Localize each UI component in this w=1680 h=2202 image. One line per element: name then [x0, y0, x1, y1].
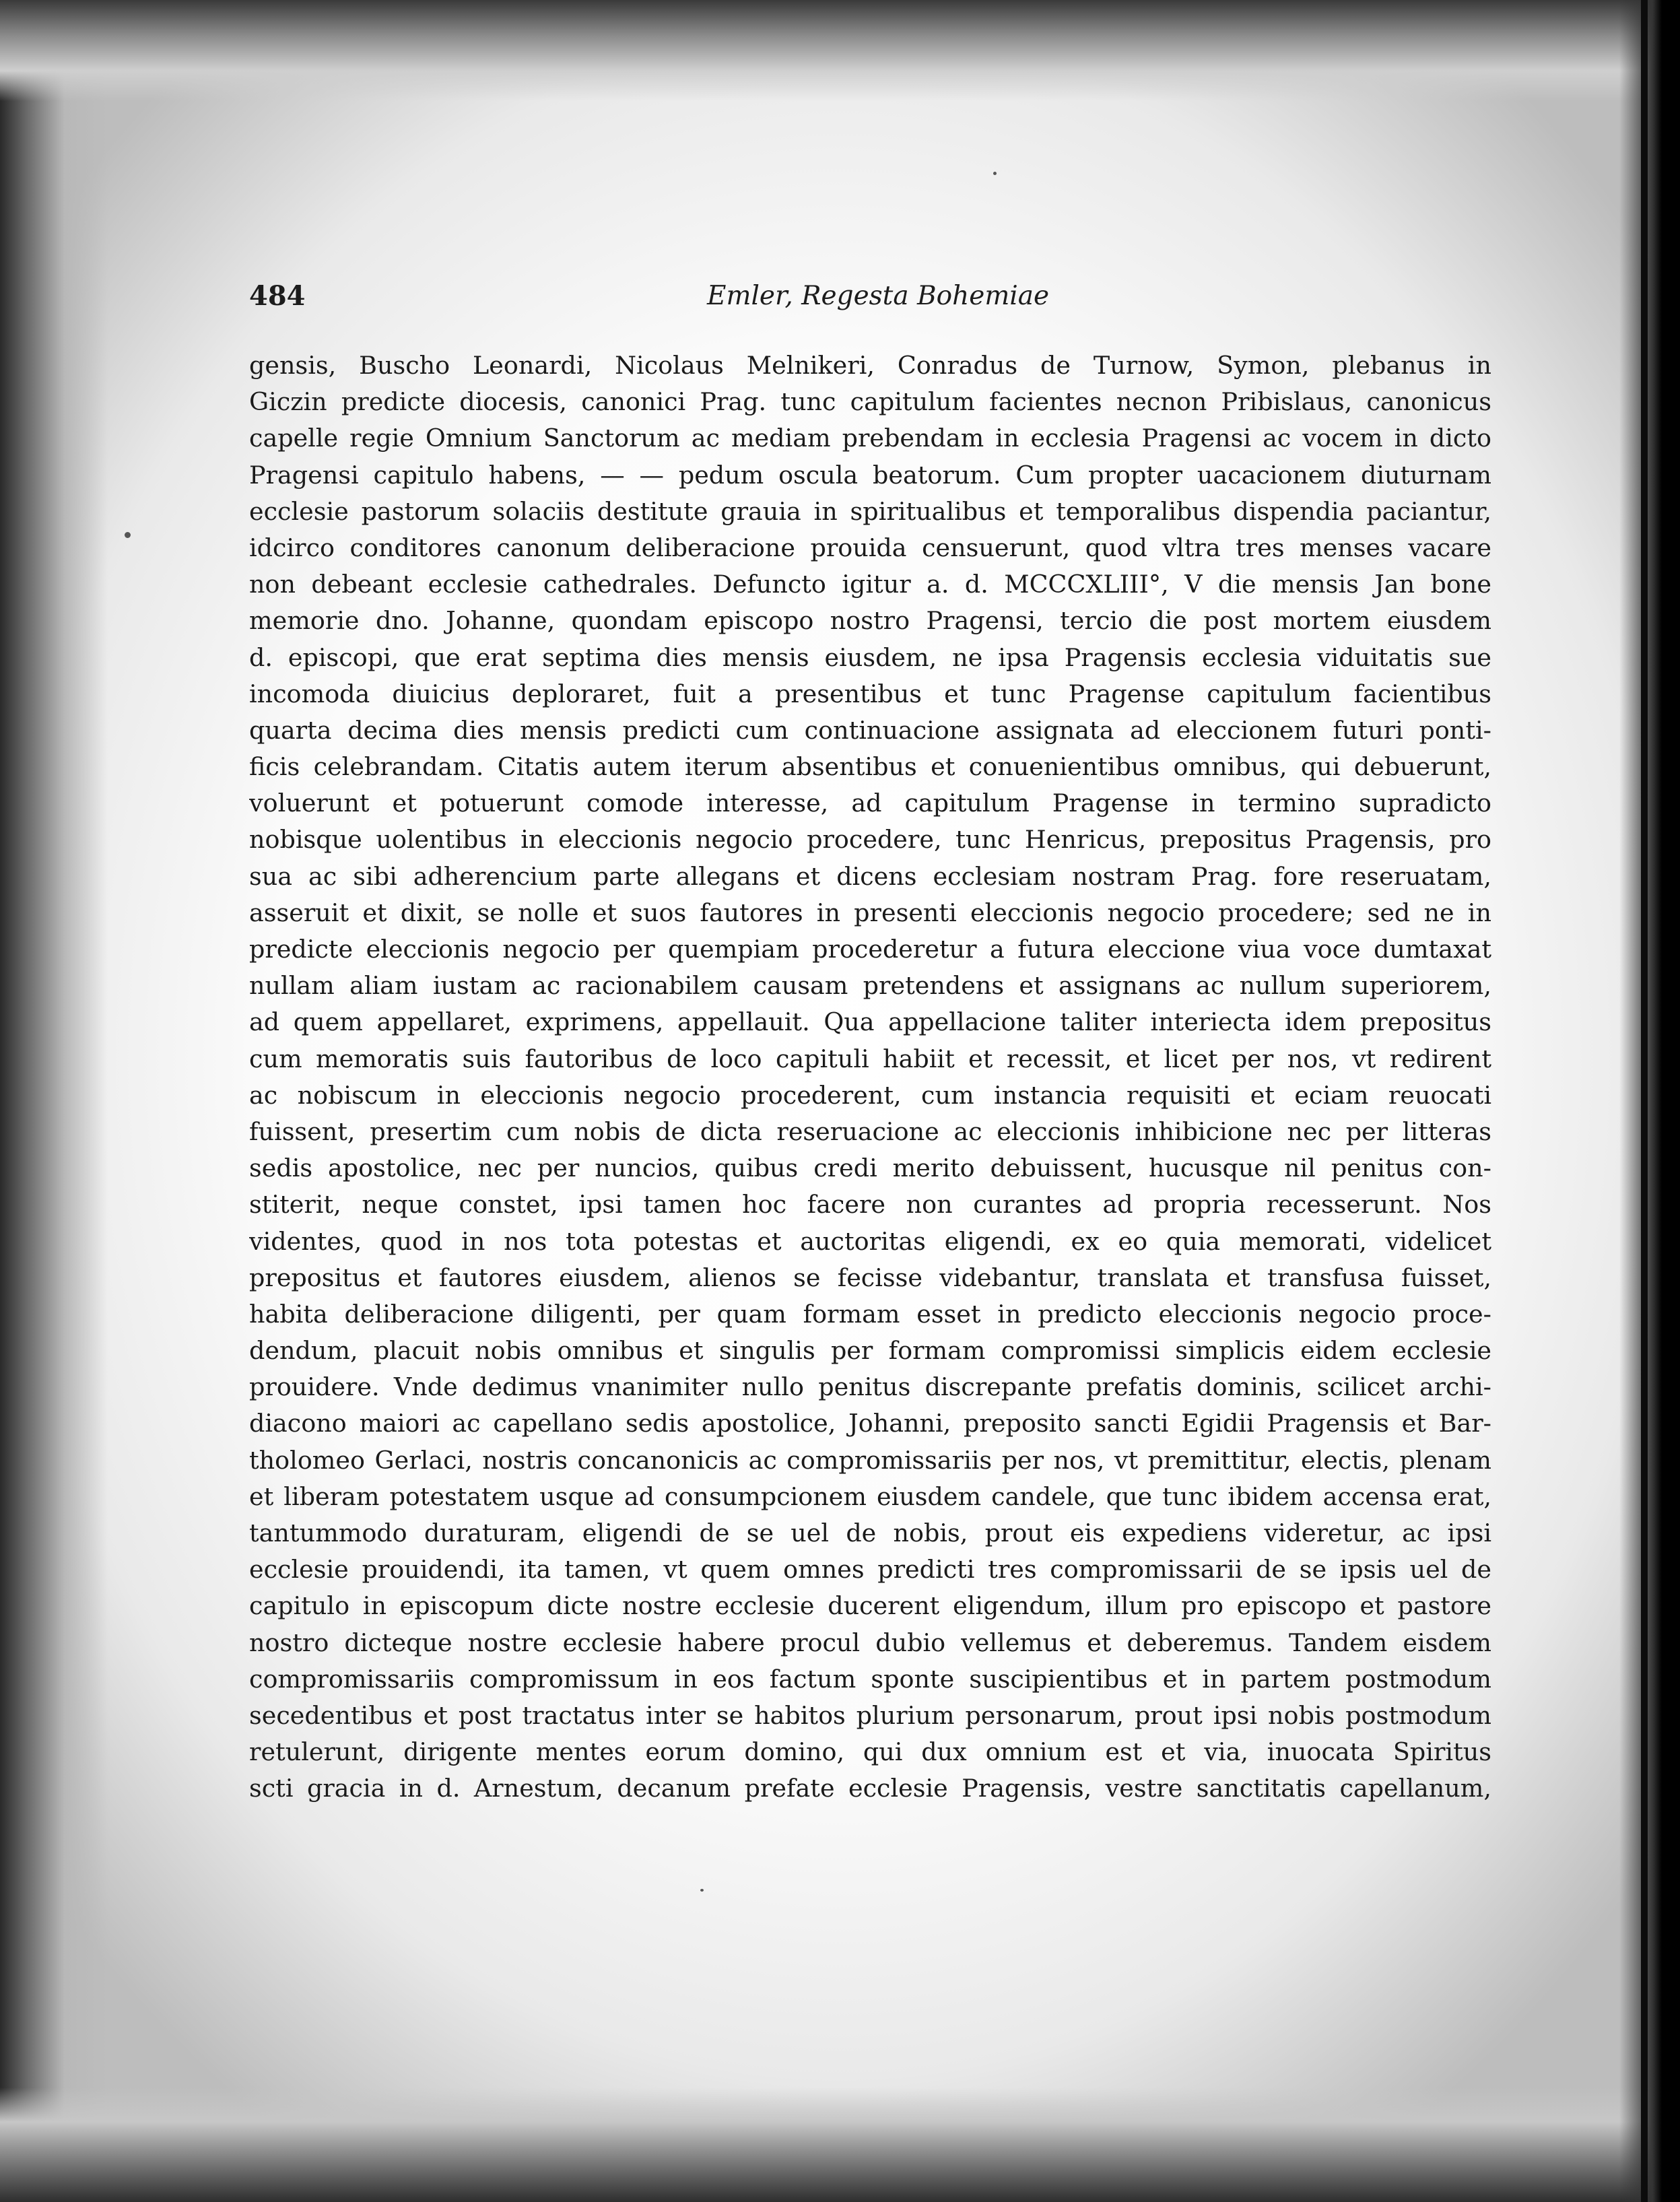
text-line: sedis apostolice, nec per nuncios, quibus credi merito debuissent, hucusque nil penitus con- [249, 1154, 1491, 1183]
page-bottom-shadow [0, 2088, 1680, 2202]
text-line: tholomeo Gerlaci, nostris concanonicis ac compromissariis per nos, vt premittitur, electis, plenam [249, 1445, 1491, 1475]
body-text [249, 347, 1491, 1807]
running-header [249, 276, 1491, 316]
text-line: prepositus et fautores eiusdem, alienos se fecisse videbantur, translata et transfusa fuisset, [249, 1263, 1491, 1292]
text-line: idcirco conditores canonum deliberacione prouida censuerunt, quod vltra tres menses vacare [249, 533, 1491, 562]
text-line: gensis, Buscho Leonardi, Nicolaus Melnikeri, Conradus de Turnow, Symon, plebanus in [249, 351, 1491, 380]
text-line: et liberam potestatem usque ad consumpcionem eiusdem candele, que tunc ibidem accensa erat, [249, 1481, 1491, 1511]
page-left-shadow [0, 0, 108, 2202]
text-line: tantummodo duraturam, eligendi de se uel de nobis, prout eis expediens videretur, ac ipsi [249, 1519, 1491, 1547]
text-line: prouidere. Vnde dedimus vnanimiter nullo penitus discrepante prefatis dominis, scilicet archi- [249, 1372, 1491, 1402]
text-line: habita deliberacione diligenti, per quam formam esset in predicto eleccionis negocio proce- [249, 1299, 1491, 1329]
text-line: cum memoratis suis fautoribus de loco capituli habiit et recessit, et licet per nos, vt redirent [249, 1044, 1491, 1073]
text-line: capelle regie Omnium Sanctorum ac mediam prebendam in ecclesia Pragensi ac vocem in dicto [249, 424, 1491, 453]
text-line: d. episcopi, que erat septima dies mensis eiusdem, ne ipsa Pragensis ecclesia viduitatis sue [249, 642, 1491, 672]
text-line: non debeant ecclesie cathedrales. Defuncto igitur a. d. MCCCXLIII°, V die mensis Jan bone [249, 570, 1491, 599]
text-line: incomoda diuicius deploraret, fuit a presentibus et tunc Pragense capitulum facientibus [249, 679, 1491, 708]
text-line: asseruit et dixit, se nolle et suos fautores in presenti eleccionis negocio procedere; sed ne in [249, 898, 1491, 927]
text-line: predicte eleccionis negocio per quempiam procederetur a futura eleccione viua voce dumtaxat [249, 935, 1491, 964]
text-line: Pragensi capitulo habens, — — pedum oscula beatorum. Cum propter uacacionem diuturnam [249, 460, 1491, 490]
text-line: nostro dicteque nostre ecclesie habere procul dubio vellemus et deberemus. Tandem eisdem [249, 1628, 1491, 1657]
text-line: sua ac sibi adherencium parte allegans et dicens ecclesiam nostram Prag. fore reseruatam, [249, 861, 1491, 891]
text-line: ad quem appellaret, exprimens, appellauit. Qua appellacione taliter interiecta idem prepositus [249, 1007, 1491, 1037]
scan-speck [700, 1889, 704, 1892]
text-line: Giczin predicte diocesis, canonici Prag. tunc capitulum facientes necnon Pribislaus, canonicus [249, 387, 1491, 417]
text-line: retulerunt, dirigente mentes eorum domino, qui dux omnium est et via, inuocata Spiritus [249, 1737, 1491, 1767]
text-line: videntes, quod in nos tota potestas et auctoritas eligendi, ex eo quia memorati, videlicet [249, 1226, 1491, 1256]
text-line: dendum, placuit nobis omnibus et singulis per formam compromissi simplicis eidem ecclesie [249, 1336, 1491, 1366]
text-line: nobisque uolentibus in eleccionis negocio procedere, tunc Henricus, prepositus Pragensis, pro [249, 825, 1491, 855]
text-line: ecclesie pastorum solaciis destitute grauia in spiritualibus et temporalibus dispendia paciantur, [249, 496, 1491, 526]
text-line: voluerunt et potuerunt comode interesse, ad capitulum Pragense in termino supradicto [249, 789, 1491, 818]
text-line: quarta decima dies mensis predicti cum continuacione assignata ad eleccionem futuri ponti- [249, 715, 1491, 745]
text-line: diacono maiori ac capellano sedis apostolice, Johanni, preposito sancti Egidii Pragensis et Bar- [249, 1409, 1491, 1438]
page-number: 484 [249, 280, 306, 312]
page-top-shadow [0, 0, 1680, 101]
text-line: capitulo in episcopum dicte nostre ecclesie ducerent eligendum, illum pro episcopo et pastore [249, 1591, 1491, 1621]
scan-speck [125, 532, 131, 538]
text-line: stiterit, neque constet, ipsi tamen hoc facere non curantes ad propria recesserunt. Nos [249, 1190, 1491, 1220]
text-line: ficis celebrandam. Citatis autem iterum absentibus et conuenientibus omnibus, qui debuerunt, [249, 752, 1491, 782]
page-right-border [1619, 0, 1680, 2202]
text-line: scti gracia in d. Arnestum, decanum prefate ecclesie Pragensis, vestre sanctitatis capellanum, [249, 1774, 1491, 1803]
running-title: Emler, Regesta Bohemiae [707, 281, 1050, 311]
page-right-edge-line [1641, 0, 1648, 2202]
text-line: ac nobiscum in eleccionis negocio procederent, cum instancia requisiti et eciam reuocati [249, 1080, 1491, 1110]
text-line: memorie dno. Johanne, quondam episcopo nostro Pragensi, tercio die post mortem eiusdem [249, 606, 1491, 636]
text-line: ecclesie prouidendi, ita tamen, vt quem omnes predicti tres compromissarii de se ipsis uel de [249, 1555, 1491, 1584]
text-line: nullam aliam iustam ac racionabilem causam pretendens et assignans ac nullum superiorem, [249, 971, 1491, 1001]
scan-speck [993, 172, 997, 175]
text-line: secedentibus et post tractatus inter se habitos plurium personarum, prout ipsi nobis postmodum [249, 1700, 1491, 1730]
text-line: fuissent, presertim cum nobis de dicta reseruacione ac eleccionis inhibicione nec per litteras [249, 1116, 1491, 1146]
text-line: compromissariis compromissum in eos factum sponte suscipientibus et in partem postmodum [249, 1664, 1491, 1694]
